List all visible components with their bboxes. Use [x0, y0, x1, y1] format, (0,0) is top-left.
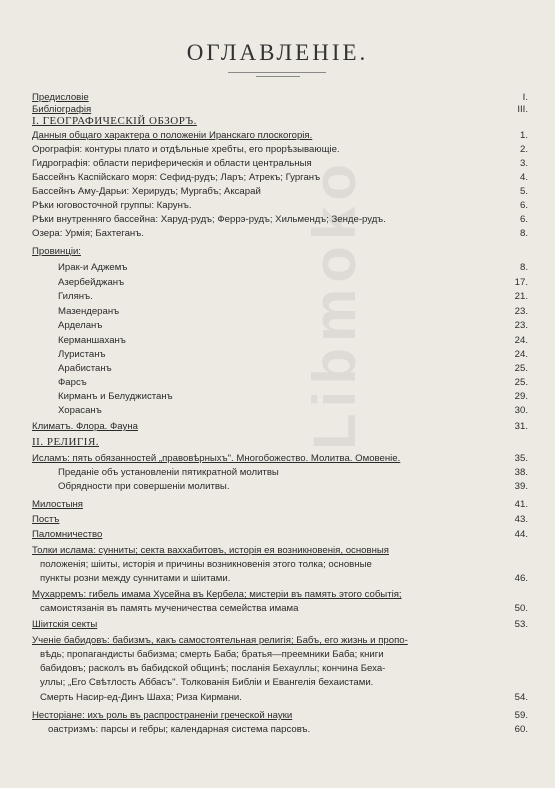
- toc-entry-page: 4.: [519, 172, 528, 183]
- toc-entry-page: 8.: [519, 262, 528, 273]
- toc-entry-page: 30.: [514, 405, 528, 416]
- toc-entry-label: Арделанъ: [58, 320, 103, 331]
- toc-entry-label: Арабистанъ: [58, 363, 112, 374]
- toc-entry-label: II. РЕЛИГІЯ.: [32, 436, 100, 448]
- toc-entry-label: Паломничество: [32, 529, 103, 540]
- toc-entry-label: Гидрографія: области периферическія и области центральныя: [32, 158, 312, 169]
- toc-entry-label: Ирак-и Аджемъ: [58, 262, 128, 273]
- toc-entry-page: 21.: [514, 291, 528, 302]
- toc-entry-page: 6.: [519, 214, 528, 225]
- toc-entry-page: 29.: [514, 391, 528, 402]
- toc-entry-page: 60.: [514, 724, 528, 735]
- toc-entry-page: 35.: [514, 453, 528, 464]
- toc-entry-page: 31.: [514, 421, 528, 432]
- toc-entry-label: Азербейджанъ: [58, 277, 125, 288]
- toc-entry-page: 5.: [519, 186, 528, 197]
- toc-entry-label: Климатъ. Флора. Фауна: [32, 421, 138, 432]
- toc-entry-page: 39.: [514, 481, 528, 492]
- toc-entry-label: Провинціи:: [32, 246, 81, 257]
- toc-entry-page: 23.: [514, 306, 528, 317]
- toc-entry-label: уллы; „Его Свѣтлость Аббасъ". Толкованія Библіи и Евангелія бехаистами.: [40, 677, 374, 688]
- toc-entry-label: бабидовъ; расколъ въ бабидской общинѣ; посланія Бехауллы; кончина Беха-: [40, 663, 386, 674]
- toc-entry-page: 24.: [514, 349, 528, 360]
- toc-entry-label: Библіографія: [32, 104, 92, 115]
- toc-entry-page: 3.: [519, 158, 528, 169]
- toc-entry-label: I. ГЕОГРАФИЧЕСКІЙ ОБЗОРЪ.: [32, 115, 197, 127]
- toc-entry-page: 44.: [514, 529, 528, 540]
- toc-entry-label: Гилянъ.: [58, 291, 93, 302]
- toc-entry-label: Луристанъ: [58, 349, 106, 360]
- toc-entry-page: 50.: [514, 603, 528, 614]
- toc-entry-page: 25.: [514, 363, 528, 374]
- toc-entry-label: Постъ: [32, 514, 60, 525]
- toc-entry-label: положенія; шіиты, исторія и причины возникновенія этого толка; основные: [40, 559, 372, 570]
- toc-entry-label: Рѣки юговосточной группы: Карунъ.: [32, 200, 192, 211]
- toc-entry-page: 41.: [514, 499, 528, 510]
- toc-entry-label: Бассейнъ Каспійскаго моря: Сефид-рудъ; Ларъ; Атрекъ; Гурганъ: [32, 172, 321, 183]
- toc-entry-page: 46.: [514, 573, 528, 584]
- toc-entry-label: Хорасанъ: [58, 405, 102, 416]
- toc-entry-page: 59.: [514, 710, 528, 721]
- toc-entry-page: 2.: [519, 144, 528, 155]
- toc-entry-page: 43.: [514, 514, 528, 525]
- toc-entry-label: Смерть Насир-ед-Динъ Шаха; Риза Кирмани.: [40, 692, 242, 703]
- toc-entry-label: оастризмъ: парсы и гебры; календарная система парсовъ.: [48, 724, 311, 735]
- toc-entry-label: Обрядности при совершеніи молитвы.: [58, 481, 230, 492]
- toc-entry-label: Мухарремъ: гибель имама Хусейна въ Кербела; мистеріи въ память этого событія;: [32, 589, 402, 600]
- toc-entry-page: 25.: [514, 377, 528, 388]
- toc-entry-page: 54.: [514, 692, 528, 703]
- toc-entry-label: Бассейнъ Аму-Дарьи: Херирудъ; Мургабъ; Аксарай: [32, 186, 261, 197]
- toc-entry-label: Мазендеранъ: [58, 306, 120, 317]
- toc-entry-page: 8.: [519, 228, 528, 239]
- toc-entry-label: вѣдь; пропагандисты бабизма; смерть Баба; братья—преемники Баба; книги: [40, 649, 384, 660]
- toc-entry-page: 23.: [514, 320, 528, 331]
- toc-entry-label: Несторіане: ихъ роль въ распространеніи греческой науки: [32, 710, 293, 721]
- toc-entry-label: Озера: Урмія; Бахтеганъ.: [32, 228, 144, 239]
- toc-entry-label: Кирманъ и Белуджистанъ: [58, 391, 173, 402]
- watermark: Libmoko: [301, 158, 368, 450]
- page-title: ОГЛАВЛЕНІЕ.: [186, 40, 369, 65]
- toc-entry-label: Ученіе бабидовъ: бабизмъ, какъ самостоятельная религія; Бабъ, его жизнь и пропо-: [32, 635, 408, 646]
- toc-entry-label: пункты розни между суннитами и шіитами.: [40, 573, 231, 584]
- toc-entry-label: Преданіе объ установленіи пятикратной молитвы: [58, 467, 279, 478]
- toc-entry-label: Исламъ: пять обязанностей „правовѣрныхъ". Многобожество. Молитва. Омовеніе.: [32, 453, 401, 464]
- toc-entry-label: самоистязанія въ память мученичества семейства имама: [40, 603, 299, 614]
- toc-entry-page: 6.: [519, 200, 528, 211]
- toc-entry-page: 38.: [514, 467, 528, 478]
- toc-entry-label: Предисловіе: [32, 92, 89, 103]
- toc-entry-label: Данныя общаго характера о положеніи Иранскаго плоскогорія.: [32, 130, 313, 141]
- toc-entry-page: I.: [522, 92, 528, 103]
- toc-entry-label: Керманшаханъ: [58, 335, 126, 346]
- toc-entry-page: 24.: [514, 335, 528, 346]
- toc-entry-page: 17.: [514, 277, 528, 288]
- toc-entry-label: Милостыня: [32, 499, 83, 510]
- toc-entry-label: Фарсъ: [58, 377, 87, 388]
- toc-entry-page: 1.: [519, 130, 528, 141]
- toc-entry-page: 53.: [514, 619, 528, 630]
- toc-entry-page: III.: [517, 104, 528, 115]
- toc-entry-label: Орографія: контуры плато и отдѣльные хребты, его прорѣзывающіе.: [32, 144, 340, 155]
- toc-entry-label: Толки ислама: сунниты; секта ваххабитовъ, исторія ея возникновенія, основныя: [32, 545, 389, 556]
- toc-entry-label: Шіитскія секты: [32, 619, 98, 630]
- toc-entry-label: Рѣки внутренняго бассейна: Харуд-рудъ; Феррэ-рудъ; Хильмендъ; Зенде-рудъ.: [32, 214, 386, 225]
